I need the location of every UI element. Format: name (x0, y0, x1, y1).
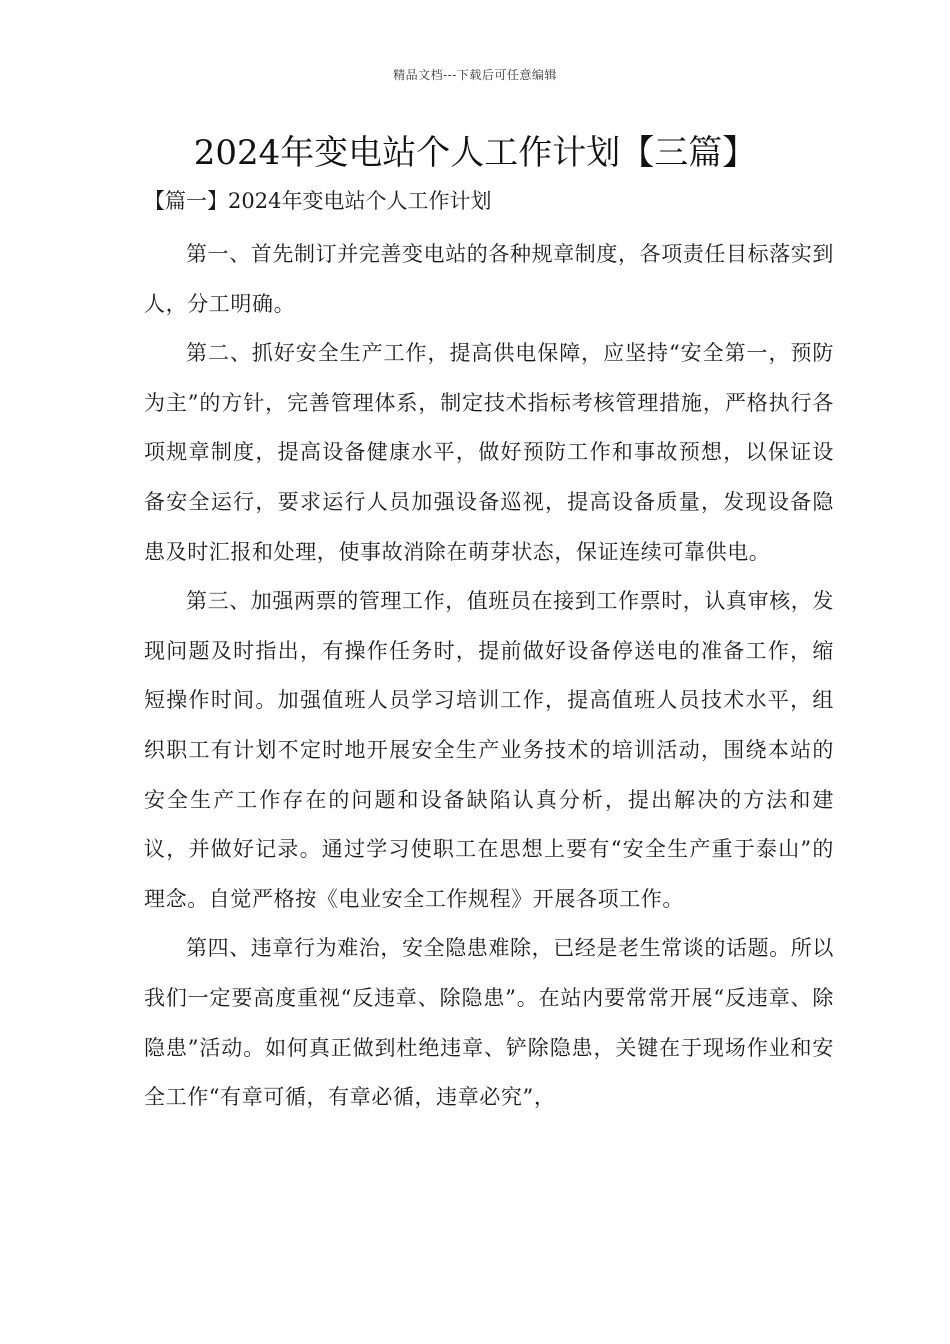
document-title: 2024年变电站个人工作计划【三篇】 (193, 133, 757, 173)
paragraph-4: 第四、违章行为难治，安全隐患难除，已经是老生常谈的话题。所以我们一定要高度重视“反违章、除隐患”。在站内要常常开展“反违章、除隐患”活动。如何真正做到杜绝违章、铲除隐患，关键在于现场作业和安全工作“有章可循，有章必循，违章必究”， (144, 936, 834, 1110)
paragraph-1: 第一、首先制订并完善变电站的各种规章制度，各项责任目标落实到人，分工明确。 (144, 242, 834, 316)
running-header: 精品文档---下载后可任意编辑 (393, 68, 557, 82)
paragraph-3: 第三、加强两票的管理工作，值班员在接到工作票时，认真审核，发现问题及时指出，有操作任务时，提前做好设备停送电的准备工作，缩短操作时间。加强值班人员学习培训工作，提高值班人员技术水平，组织职工有计划不定时地开展安全生产业务技术的培训活动，围绕本站的安全生产工作存在的问题和设备缺陷认真分析，提出解决的方法和建议，并做好记录。通过学习使职工在思想上要有“安全生产重于泰山”的理念。自觉严格按《电业安全工作规程》开展各项工作。 (144, 589, 834, 911)
section-heading: 【篇一】2024年变电站个人工作计划 (144, 189, 492, 213)
paragraph-2: 第二、抓好安全生产工作，提高供电保障，应坚持“安全第一，预防为主”的方针，完善管理体系，制定技术指标考核管理措施，严格执行各项规章制度，提高设备健康水平，做好预防工作和事故预想，以保证设备安全运行，要求运行人员加强设备巡视，提高设备质量，发现设备隐患及时汇报和处理，使事故消除在萌芽状态，保证连续可靠供电。 (144, 341, 834, 564)
document-body (144, 230, 834, 1123)
